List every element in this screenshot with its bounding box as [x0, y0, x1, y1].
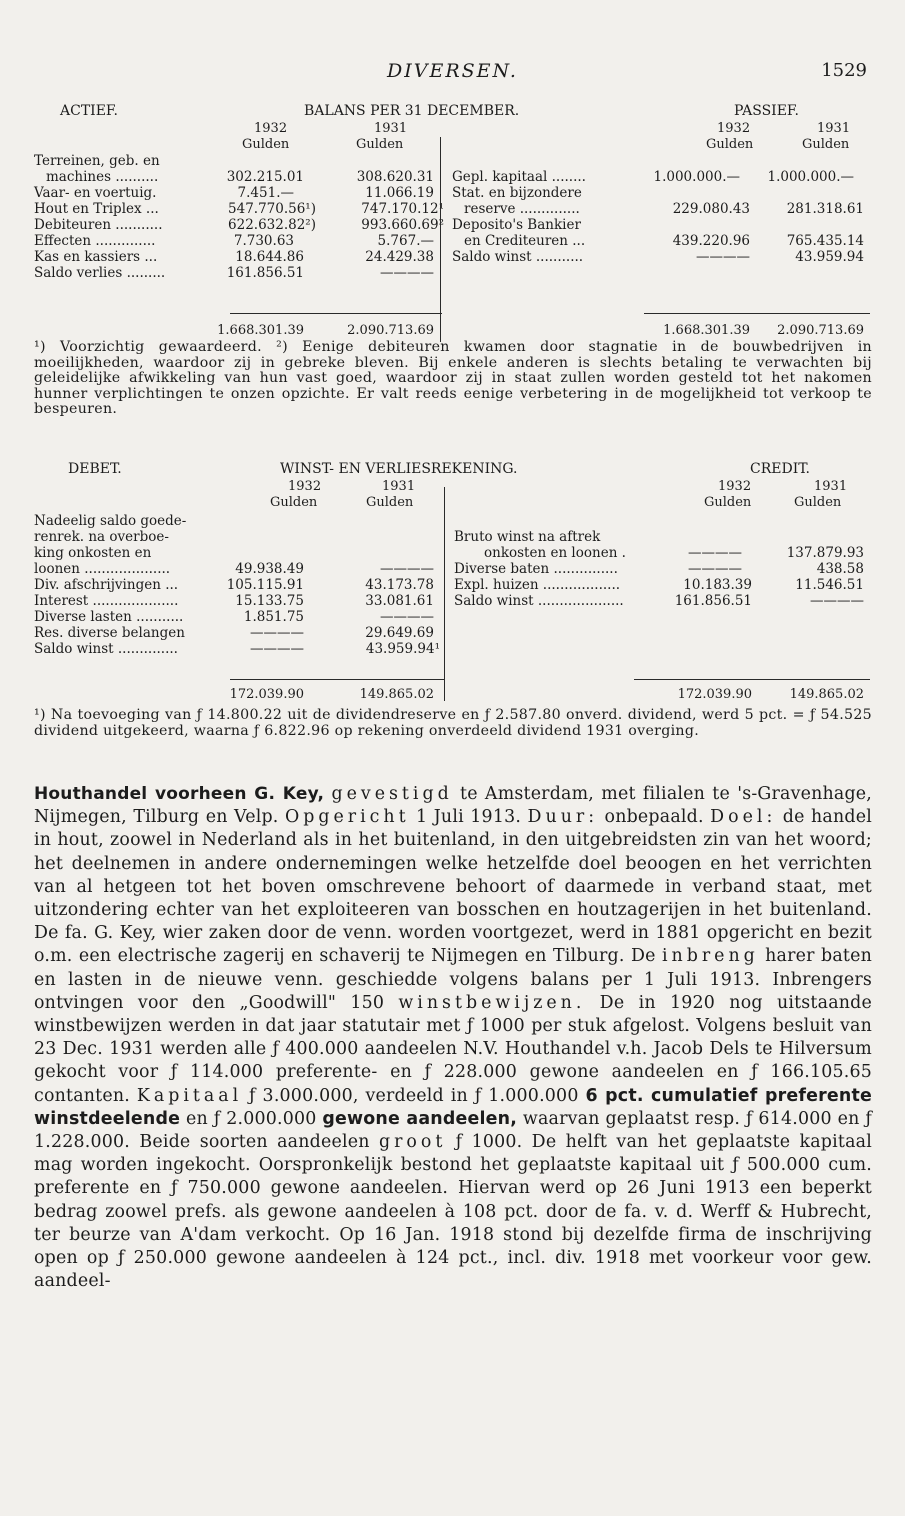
body-text-run: 1 Juli 1913. [409, 807, 528, 828]
debit-row: Saldo winst .............. ———— 43.959.94¹ [34, 641, 440, 657]
profit-loss-account [34, 461, 874, 702]
pl-center-heading: WINST- EN VERLIESREKENING. [280, 461, 518, 477]
asset-row: Saldo verlies ......... 161.856.51 ———— [34, 265, 434, 281]
body-text-run: ƒ 1000. De helft van het geplaatste kapitaal mag worden ingekocht. Oorspronkelijk bestond het geplaatste kapitaal uit ƒ 500.000 cum. preferente en ƒ 750.000 gewone aandeelen. Hiervan werd op 26 Juni 1913 een beperkt bedrag zoowel prefs. als gewone aandeelen à 108 pct. door de fa. v. d. Werff & Hubrecht, ter beurze van A'dam verkocht. Op 16 Jan. 1918 stond bij dezelfde firma de inschrijving open op ƒ 250.000 gewone aandeelen à 124 pct., incl. div. 1918 met voorkeur voor gew. aandeel- [34, 1132, 872, 1292]
unit-label: Gulden [704, 495, 752, 510]
total-value: 172.039.90 [229, 687, 304, 702]
year-label: 1932 [718, 479, 752, 494]
body-text-run: waarvan geplaatst resp. ƒ 614.000 en ƒ 1.228.000. Beide soorten aandeelen [34, 1108, 872, 1153]
body-text-run: ƒ 3.000.000, verdeeld in ƒ 1.000.000 [242, 1085, 586, 1106]
total-value: 149.865.02 [789, 687, 864, 702]
assets-list [34, 153, 454, 281]
liability-row: reserve .............. 229.080.43 281.318.61 [464, 201, 864, 217]
balance-sheet [34, 103, 874, 338]
company-name: Houthandel voorheen G. Key, [34, 784, 325, 804]
liability-row [452, 153, 872, 169]
total-rule [230, 679, 444, 680]
spaced-term: groot [378, 1132, 447, 1153]
year-label: 1932 [288, 479, 322, 494]
pl-totals [34, 687, 874, 703]
spaced-term: winstbewijzen. [398, 992, 586, 1013]
spaced-term: Doel: [710, 807, 777, 828]
unit-label: Gulden [366, 495, 414, 510]
debit-row: Diverse lasten ........... 1.851.75 ———— [34, 609, 434, 625]
year-label: 1931 [374, 121, 408, 136]
total-rule [644, 313, 870, 314]
credit-row: Expl. huizen .................. 10.183.39 11.546.51 [454, 577, 864, 593]
running-header-title: DIVERSEN. [387, 60, 518, 82]
asset-row: machines .......... 302.215.01 308.620.31 [46, 169, 434, 185]
spaced-term: Duur: [527, 807, 599, 828]
balance-right-heading: PASSIEF. [734, 103, 799, 119]
liability-row: Stat. en bijzondere [452, 185, 582, 201]
year-label: 1931 [382, 479, 416, 494]
unit-label: Gulden [270, 495, 318, 510]
unit-label: Gulden [242, 137, 290, 152]
debit-row: Div. afschrijvingen ... 105.115.91 43.173.78 [34, 577, 434, 593]
bold-term: 6 pct. cumulatief preferente winstdeelende [34, 1085, 872, 1129]
debit-row: king onkosten en [34, 545, 152, 561]
spaced-term: Kapitaal [136, 1085, 243, 1106]
asset-row: Vaar- en voertuig. 7.451.— 11.066.19 [34, 185, 434, 201]
liability-row: Gepl. kapitaal ........ 1.000.000.— 1.000.000.— [452, 169, 854, 185]
body-text-run: te Amsterdam, met filialen te 's-Gravenhage, Nijmegen, Tilburg en Velp. [34, 784, 873, 828]
body-text-run: De in 1920 nog uitstaande winstbewijzen werden in dat jaar statutair met ƒ 1000 per stuk afgelost. Volgens besluit van 23 Dec. 1931 werden alle ƒ 400.000 aandeelen N.V. Houthandel v.h. Jacob Dels te Hilversum gekocht voor ƒ 114.000 preferente- en ƒ 228.000 gewone aandeelen en ƒ 166.105.65 contanten. [34, 992, 872, 1106]
total-value: 149.865.02 [359, 687, 434, 702]
debit-row: Res. diverse belangen ———— 29.649.69 [34, 625, 434, 641]
asset-row: Effecten .............. 7.730.63 5.767.— [34, 233, 434, 249]
credit-row: Bruto winst na aftrek [454, 529, 601, 545]
liability-row: Deposito's Bankier [452, 217, 581, 233]
spaced-term: Opgericht [284, 807, 410, 828]
balance-center-heading: BALANS PER 31 DECEMBER. [304, 103, 520, 119]
year-label: 1932 [254, 121, 288, 136]
credit-row: Diverse baten ............... ———— 438.58 [454, 561, 864, 577]
total-value: 172.039.90 [677, 687, 752, 702]
total-value: 2.090.713.69 [347, 323, 434, 338]
asset-row: Terreinen, geb. en [34, 153, 160, 169]
liability-row: Saldo winst ........... ———— 43.959.94 [452, 249, 864, 265]
balance-left-heading: ACTIEF. [60, 103, 118, 119]
body-text-run: de handel in hout, zoowel in Nederland als in het buitenland, in den uitgebreidsten zin van het woord; het deelnemen in andere ondernemingen welke hetzelfde doel beoogen en het verrichten van al hetgeen tot het boven omschrevene behoort of daarmede in verband staat, met uitzondering echter van het exploiteeren van bosschen en houtzagerijen in het buitenland. De fa. G. Key, wier zaken door de venn. worden voortgezet, werd in 1881 opgericht en bezit o.m. een electrische zagerij en schaverij te Nijmegen en Tilburg. De [34, 807, 872, 967]
asset-row: Kas en kassiers ... 18.644.86 24.429.38 [34, 249, 434, 265]
liabilities-list [452, 153, 872, 265]
debit-row: renrek. na overboe- [34, 529, 169, 545]
debit-row: Interest .................... 15.133.75 33.081.61 [34, 593, 434, 609]
total-value: 1.668.301.39 [217, 323, 304, 338]
asset-row: Hout en Triplex ... 547.770.56¹) 747.170.12¹ [34, 201, 444, 217]
bold-term: gewone aandeelen, [322, 1108, 518, 1129]
body-text-run: en ƒ 2.000.000 [180, 1108, 323, 1129]
year-label: 1931 [817, 121, 851, 136]
body-text-run: onbepaald. [598, 807, 711, 828]
spaced-term: inbreng [661, 946, 759, 967]
spaced-term: gevestigd [331, 784, 453, 804]
liability-row: en Crediteuren ... 439.220.96 765.435.14 [464, 233, 864, 249]
pl-footnote: ¹) Na toevoeging van ƒ 14.800.22 uit de dividendreserve en ƒ 2.587.80 onverd. dividend, werd 5 pct. = ƒ 54.525 dividend uitgekeerd, waarna ƒ 6.822.96 op rekening onverdeeld dividend 1931 overging. [34, 707, 872, 739]
page-number: 1529 [821, 60, 867, 81]
total-value: 1.668.301.39 [663, 323, 750, 338]
company-description [34, 783, 872, 1293]
asset-row: Debiteuren ........... 622.632.82²) 993.660.69² [34, 217, 444, 233]
debit-row: Nadeelig saldo goede- [34, 513, 187, 529]
credit-row: onkosten en loonen . ———— 137.879.93 [484, 545, 864, 561]
balance-totals [34, 323, 874, 339]
balance-footnote: ¹) Voorzichtig gewaardeerd. ²) Eenige debiteuren kwamen door stagnatie in de bouwbedrijven in moeilijkheden, waardoor zij in gebreke bleven. Bij enkele anderen is slechts betaling te verwachten bij geleidelijke afwikkeling van hun vast goed, waardoor zij in staat zullen worden gesteld tot het nakomen hunner verplichtingen te onzen opzichte. Er valt reeds eenige verbetering in de mogelijkheid tot verkoop te bespeuren. [34, 339, 872, 417]
unit-label: Gulden [356, 137, 404, 152]
year-label: 1931 [814, 479, 848, 494]
column-divider [444, 487, 445, 701]
year-label: 1932 [717, 121, 751, 136]
unit-label: Gulden [706, 137, 754, 152]
credit-list [454, 513, 874, 609]
debit-row: loonen .................... 49.938.49 ———— [34, 561, 434, 577]
unit-label: Gulden [802, 137, 850, 152]
credit-row: Saldo winst .................... 161.856.51 ———— [454, 593, 864, 609]
credit-row [454, 513, 874, 529]
body-text-run: harer baten en lasten in de nieuwe venn. geschiedde volgens balans per 1 Juli 1913. Inbrengers ontvingen voor den „Goodwill" 150 [34, 946, 872, 1013]
pl-right-heading: CREDIT. [750, 461, 810, 477]
total-value: 2.090.713.69 [777, 323, 864, 338]
total-rule [230, 313, 442, 314]
debit-list [34, 513, 454, 657]
total-rule [634, 679, 870, 680]
unit-label: Gulden [794, 495, 842, 510]
column-divider [440, 137, 441, 342]
pl-left-heading: DEBET. [68, 461, 122, 477]
